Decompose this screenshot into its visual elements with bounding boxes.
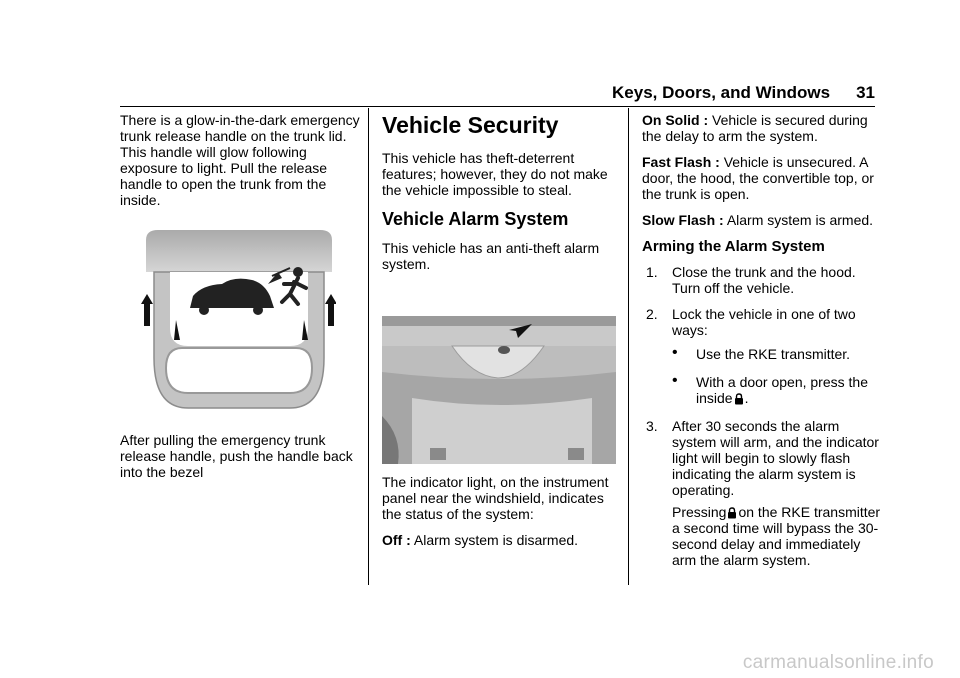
lock-methods — [672, 346, 882, 406]
method-inside-lock: • With a door open, press the inside . — [672, 372, 868, 406]
status-off: Off : Alarm system is disarmed. — [382, 532, 579, 548]
section-title: Keys, Doors, and Windows — [612, 83, 831, 102]
page-header — [0, 83, 875, 103]
method-rke: • Use the RKE transmitter. — [672, 344, 851, 362]
instrument-panel-indicator-illustration — [382, 316, 616, 464]
alarm-intro: This vehicle has an anti-theft alarm system. — [382, 240, 600, 272]
column-divider-1 — [368, 108, 369, 585]
security-intro: This vehicle has theft-deterrent features; however, they do not make the vehicle impossible to steal. — [382, 150, 608, 198]
step-3: 3. After 30 seconds the alarm system will arm, and the indicator light will begin to slowly flash indicating the alarm system is operating. Pressing on the RKE transmitter a second time will bypass the 30-second delay and immediately arm the alarm system. — [646, 418, 881, 568]
vehicle-security-heading: Vehicle Security — [382, 112, 559, 138]
trunk-release-intro: There is a glow-in-the-dark emergency trunk release handle on the trunk lid. This handle will glow following exposure to light. Pull the release handle to open the trunk from the inside. — [120, 112, 360, 208]
indicator-text: The indicator light, on the instrument panel near the windshield, indicates the status of the system: — [382, 474, 609, 522]
status-slow-flash: Slow Flash : Alarm system is armed. — [642, 212, 874, 228]
push-handle-text: After pulling the emergency trunk release handle, push the handle back into the bezel — [120, 432, 353, 480]
trunk-release-handle-illustration — [140, 228, 336, 410]
column-1 — [120, 112, 360, 490]
status-on-solid: On Solid : Vehicle is secured during the delay to arm the system. — [642, 112, 868, 144]
lock-icon — [727, 507, 737, 519]
step-3-rke: Pressing on the RKE transmitter a second time will bypass the 30-second delay and immediately arm the alarm system. — [672, 504, 881, 568]
watermark: carmanualsonline.info — [742, 652, 934, 673]
column-3 — [642, 112, 882, 578]
arming-heading: Arming the Alarm System — [642, 238, 825, 255]
page-number: 31 — [856, 83, 875, 102]
step-1: 1. Close the trunk and the hood. Turn off the vehicle. — [646, 264, 856, 296]
alarm-system-heading: Vehicle Alarm System — [382, 209, 569, 229]
step-2: 2. Lock the vehicle in one of two ways: • Use the RKE transmitter. • With a door open, press the inside . — [642, 306, 882, 406]
status-fast-flash: Fast Flash : Vehicle is unsecured. A door, the hood, the convertible top, or the trunk is open. — [642, 154, 874, 202]
column-divider-2 — [628, 108, 629, 585]
column-2 — [382, 112, 620, 558]
arming-steps — [642, 264, 882, 568]
lock-icon — [734, 393, 744, 405]
header-rule — [120, 106, 875, 107]
